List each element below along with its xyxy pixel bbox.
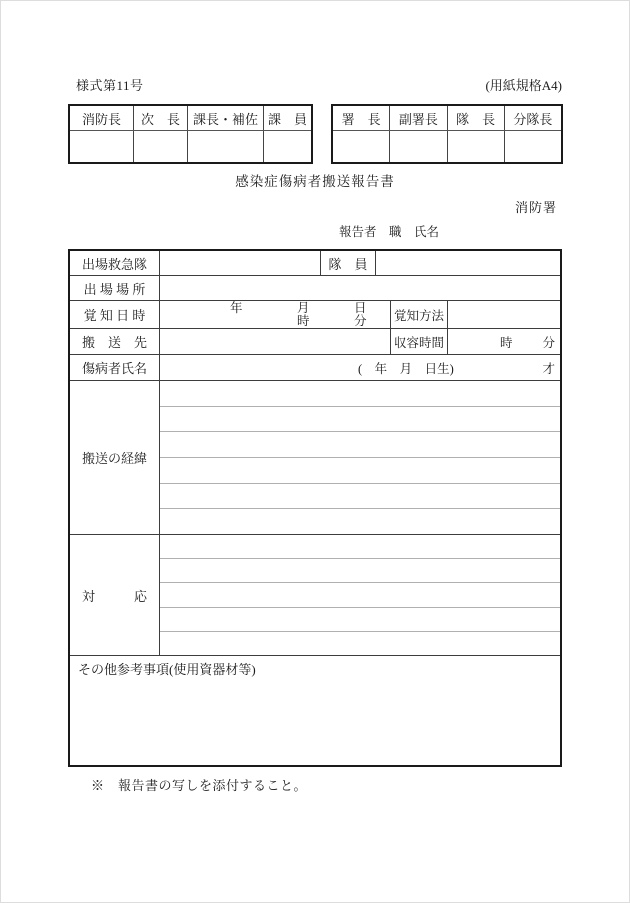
member-label: 隊 員 — [321, 251, 376, 275]
destination-label: 搬 送 先 — [70, 329, 160, 354]
stamp-box-section-staff[interactable] — [264, 131, 311, 162]
approval-col-team-leader: 隊 長 — [448, 106, 505, 130]
dispatch-team-label: 出場救急隊 — [70, 251, 160, 275]
patient-name-label: 傷病者氏名 — [70, 355, 160, 380]
row-other-notes[interactable] — [70, 656, 560, 765]
approval-table-station — [331, 104, 563, 164]
approval-col-squad-leader: 分隊長 — [513, 111, 553, 127]
patient-name-input[interactable] — [160, 355, 560, 380]
hour-unit-label: 時 — [500, 335, 513, 350]
stamp-box-team-leader[interactable] — [448, 131, 505, 162]
approval-col-vice-station-chief: 副署長 — [390, 106, 447, 130]
notice-method-input[interactable] — [448, 301, 560, 328]
response-label: 対 応 — [70, 535, 160, 655]
approval-table-headquarters — [68, 104, 313, 164]
approval-col-fire-chief: 消防長 — [70, 106, 134, 130]
minute-unit-label: 分 — [354, 314, 367, 328]
destination-input[interactable] — [160, 329, 391, 354]
form-title: 感染症傷病者搬送報告書 — [235, 174, 395, 189]
row-response — [70, 535, 560, 656]
row-transport-history — [70, 381, 560, 535]
year-unit-label: 年 — [230, 301, 243, 315]
main-form-table — [68, 249, 562, 767]
month-unit-label: 月 — [297, 301, 310, 315]
admission-time-input[interactable] — [448, 329, 560, 354]
writing-line[interactable] — [160, 583, 560, 607]
hour-unit-label: 時 — [297, 314, 310, 328]
row-notice-datetime — [70, 301, 560, 329]
notice-method-label: 覚知方法 — [391, 301, 448, 328]
member-input[interactable] — [376, 251, 560, 275]
transport-history-label: 搬送の経緯 — [70, 381, 160, 534]
dispatch-team-input[interactable] — [160, 251, 321, 275]
form-number: 様式第11号 — [76, 78, 144, 93]
paper-spec: (用紙規格A4) — [485, 78, 562, 93]
footnote: ※ 報告書の写しを添付すること。 — [91, 778, 308, 793]
writing-line[interactable] — [160, 535, 560, 559]
response-input[interactable] — [160, 535, 560, 655]
dispatch-location-label: 出 場 場 所 — [70, 276, 160, 300]
day-unit-label: 日 — [354, 301, 367, 315]
approval-stamp-row — [333, 131, 561, 162]
approval-col-section-staff: 課 員 — [267, 111, 307, 127]
age-unit-label: 才 — [542, 361, 555, 376]
approval-col-deputy-chief: 次 長 — [134, 106, 188, 130]
approval-col-section-chief: 課長・補佐 — [188, 106, 264, 130]
stamp-box-vice-station-chief[interactable] — [390, 131, 447, 162]
minute-unit-label: 分 — [542, 335, 555, 350]
stamp-box-deputy-chief[interactable] — [134, 131, 188, 162]
writing-line[interactable] — [160, 608, 560, 632]
reporter-line: 報告者 職 氏名 — [339, 225, 440, 239]
row-dispatch-location — [70, 276, 560, 301]
writing-line[interactable] — [160, 458, 560, 484]
notice-datetime-label: 覚 知 日 時 — [70, 301, 160, 328]
dispatch-location-input[interactable] — [160, 276, 560, 300]
writing-line[interactable] — [160, 432, 560, 458]
other-notes-label: その他参考事項(使用資器材等) — [78, 662, 256, 677]
approval-col-station-chief: 署 長 — [333, 106, 390, 130]
writing-line[interactable] — [160, 407, 560, 433]
fire-station-label: 消防署 — [514, 200, 557, 215]
row-patient-name — [70, 355, 560, 381]
writing-line[interactable] — [160, 509, 560, 534]
writing-line[interactable] — [160, 484, 560, 510]
approval-stamp-row — [70, 131, 311, 162]
stamp-box-fire-chief[interactable] — [70, 131, 134, 162]
notice-datetime-input[interactable] — [160, 301, 391, 328]
approval-header-row — [333, 106, 561, 131]
row-dispatch-team — [70, 251, 560, 276]
writing-line[interactable] — [160, 381, 560, 407]
writing-line[interactable] — [160, 632, 560, 655]
stamp-box-station-chief[interactable] — [333, 131, 390, 162]
stamp-box-section-chief[interactable] — [188, 131, 264, 162]
approval-header-row — [70, 106, 311, 131]
admission-time-label: 収容時間 — [391, 329, 448, 354]
transport-history-input[interactable] — [160, 381, 560, 534]
writing-line[interactable] — [160, 559, 560, 583]
stamp-box-squad-leader[interactable] — [505, 131, 561, 162]
row-destination — [70, 329, 560, 355]
birthdate-note: ( 年 月 日生) — [358, 361, 454, 376]
